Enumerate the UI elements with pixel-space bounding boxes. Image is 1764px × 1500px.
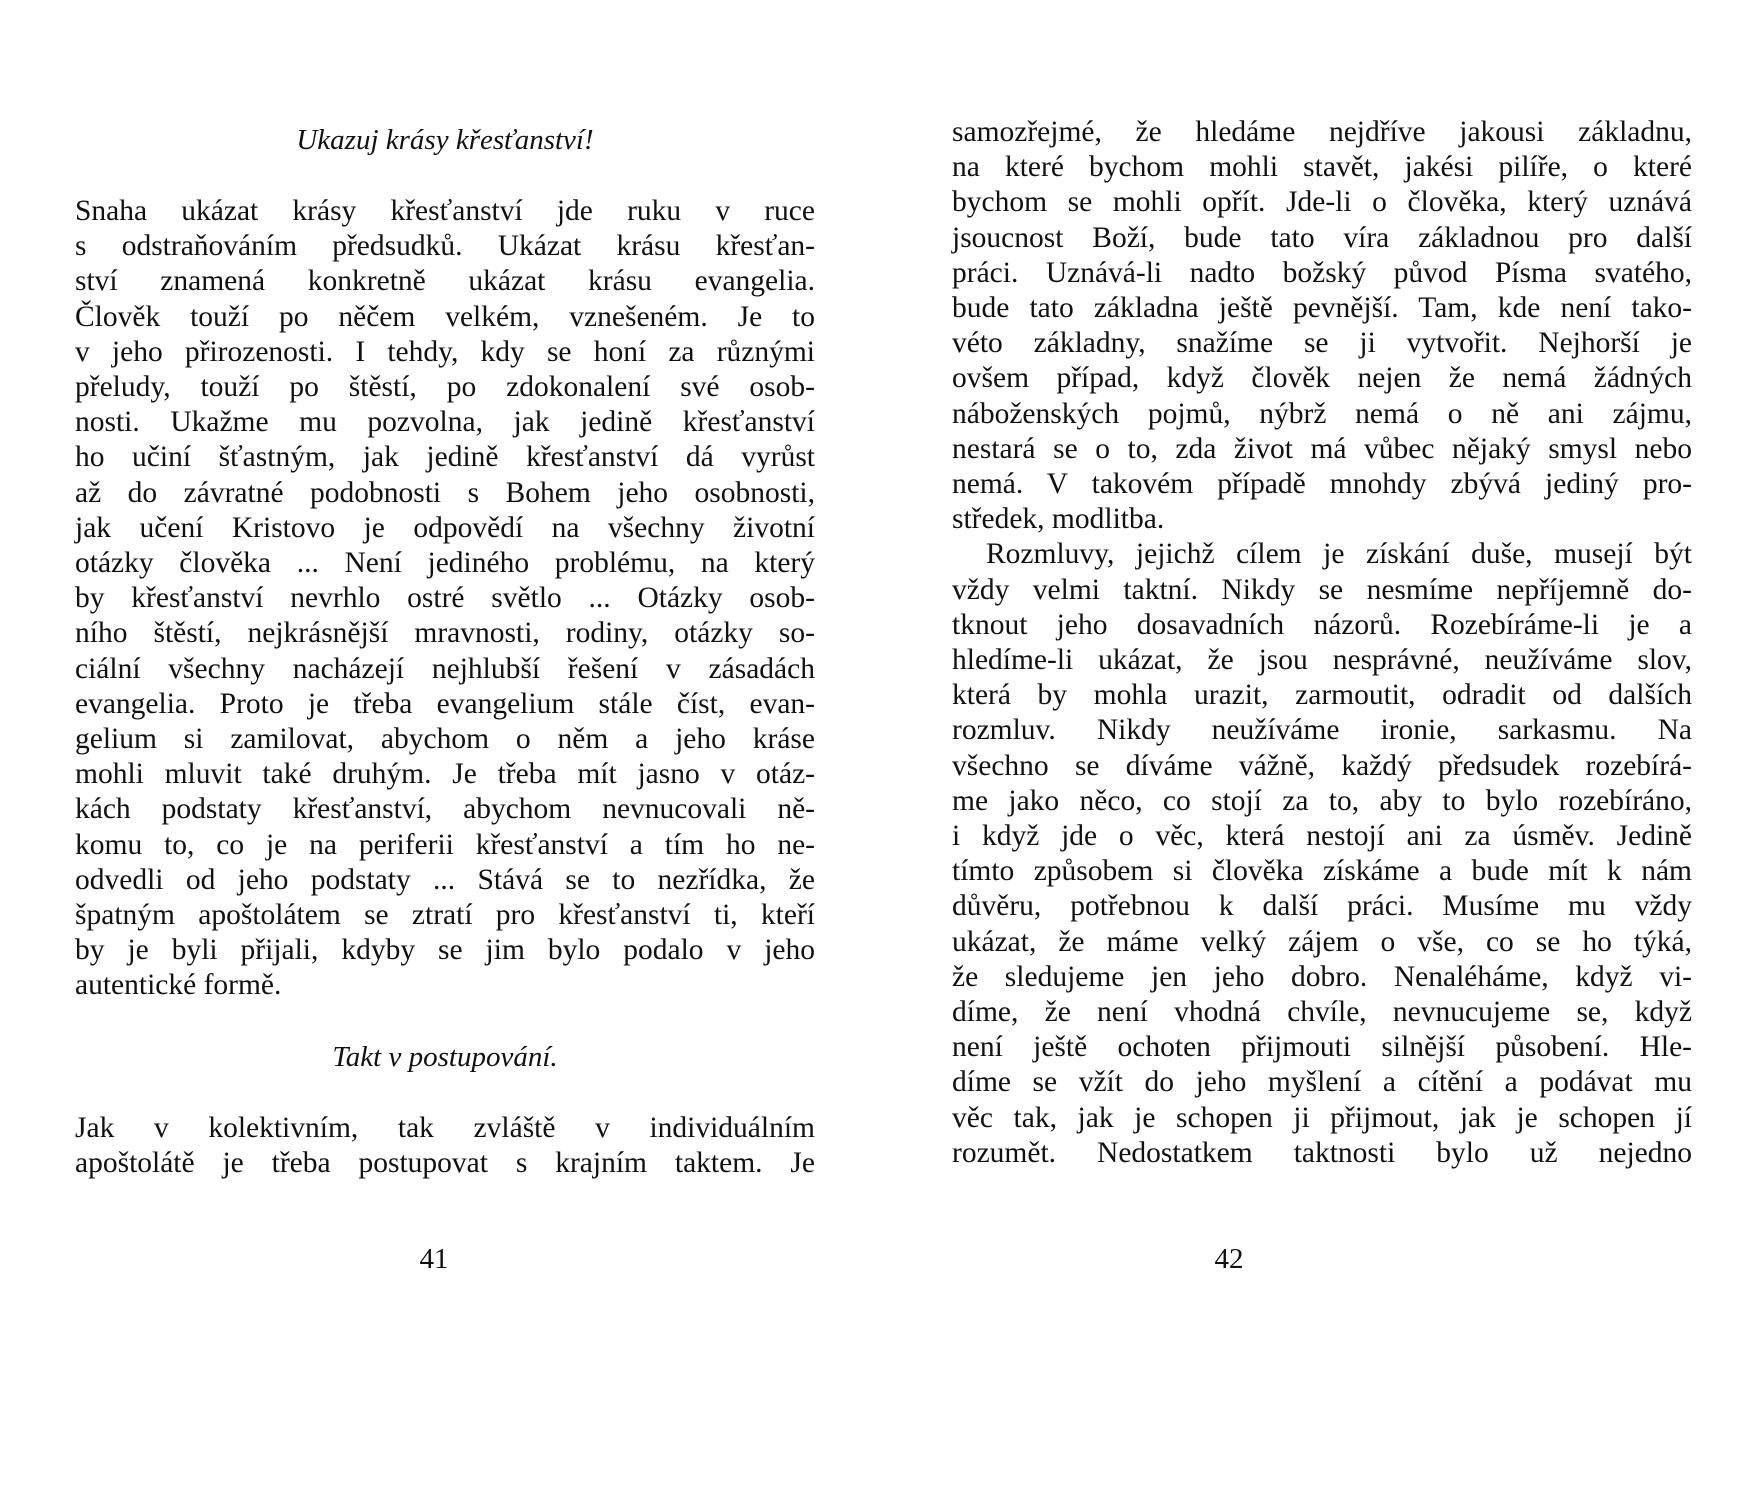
text-line: všechno se díváme vážně, každý předsudek rozebírá-: [952, 749, 1692, 782]
text-line: s odstraňováním předsudků. Ukázat krásu křesťan-: [75, 230, 815, 263]
section-heading-tact: Takt v postupování.: [332, 1040, 558, 1073]
left-text-column: [75, 115, 815, 1181]
text-line: véto základny, snažíme se ji vytvořit. Nejhorší je: [952, 327, 1692, 360]
text-line: že sledujeme jen jeho dobro. Nenaléháme, když vi-: [952, 960, 1692, 993]
text-line: přeludy, touží po štěstí, po zdokonalení své osob-: [75, 371, 815, 404]
section-heading-beauty: Ukazuj krásy křesťanství!: [296, 124, 594, 156]
text-line: v jeho přirozenosti. I tehdy, kdy se honí za různými: [75, 335, 815, 368]
text-line: jsoucnost Boží, bude tato víra základnou pro další: [952, 221, 1692, 254]
text-line: Jak v kolektivním, tak zvláště v individuálním: [75, 1111, 815, 1144]
text-line: autentické formě.: [75, 969, 282, 1002]
right-text-column: [952, 115, 1692, 1171]
text-line: samozřejmé, že hledáme nejdříve jakousi základnu,: [952, 116, 1692, 148]
text-line: práci. Uznává-li nadto božský původ Písma svatého,: [952, 256, 1692, 289]
text-line: díme, že není vhodná chvíle, nevnucujeme se, když: [952, 996, 1692, 1029]
text-line: věc tak, jak je schopen ji přijmout, jak je schopen jí: [952, 1101, 1692, 1134]
text-line: odvedli od jeho podstaty ... Stává se to nezřídka, že: [75, 863, 815, 896]
page-number-left: 41: [419, 1243, 449, 1275]
text-line: Člověk touží po něčem velkém, vznešeném. Je to: [75, 300, 815, 333]
text-line: by křesťanství nevrhlo ostré světlo ... Otázky osob-: [75, 582, 815, 615]
text-line: Snaha ukázat krásy křesťanství jde ruku v ruce: [75, 195, 815, 227]
text-line: nestará se o to, zda život má vůbec nějaký smysl nebo: [952, 432, 1692, 465]
text-line: bude tato základna ještě pevnější. Tam, kde není tako-: [952, 292, 1692, 325]
text-line: ciální všechny nacházejí nejhlubší řešení v zásadách: [75, 652, 815, 685]
text-line: ního štěstí, nejkrásnější mravnosti, rodiny, otázky so-: [75, 617, 815, 650]
text-line: která by mohla urazit, zarmoutit, odradit od dalších: [952, 679, 1692, 712]
text-line: náboženských pojmů, nýbrž nemá o ně ani zájmu,: [952, 397, 1692, 430]
left-paragraph-1: [75, 194, 815, 1004]
text-line: není ještě ochoten přijmouti silnější působení. Hle-: [952, 1031, 1692, 1064]
text-line: až do závratné podobnosti s Bohem jeho osobnosti,: [75, 476, 815, 509]
text-line: rozumět. Nedostatkem taktnosti bylo už nejedno: [952, 1136, 1692, 1169]
text-line: by je byli přijali, kdyby se jim bylo podalo v jeho: [75, 934, 815, 967]
text-line: rozmluv. Nikdy neužíváme ironie, sarkasmu. Na: [952, 714, 1692, 747]
right-page: [882, 0, 1764, 1500]
text-line: i když jde o věc, která nestojí ani za úsměv. Jedině: [952, 820, 1692, 853]
text-line: evangelia. Proto je třeba evangelium stále číst, evan-: [75, 687, 815, 720]
text-line: Rozmluvy, jejichž cílem je získání duše, musejí být: [986, 538, 1692, 571]
text-line: jak učení Kristovo je odpovědí na všechny životní: [75, 511, 815, 544]
text-line: ovšem případ, když člověk nejen že nemá žádných: [952, 362, 1692, 395]
text-line: středek, modlitba.: [952, 503, 1165, 536]
text-line: nosti. Ukažme mu pozvolna, jak jedině křesťanství: [75, 406, 815, 439]
text-line: bychom se mohli opřít. Jde-li o člověka, který uznává: [952, 186, 1692, 219]
text-line: důvěru, potřebnou k další práci. Musíme mu vždy: [952, 890, 1692, 923]
text-line: komu to, co je na periferii křesťanství a tím ho ne-: [75, 828, 815, 861]
text-line: špatným apoštolátem se ztratí pro křesťanství ti, kteří: [75, 899, 815, 932]
right-paragraph-2: [952, 537, 1692, 1171]
left-paragraph-2: [75, 1111, 815, 1181]
text-line: otázky člověka ... Není jediného problému, na který: [75, 547, 815, 580]
text-line: vždy velmi taktní. Nikdy se nesmíme nepříjemně do-: [952, 573, 1692, 606]
text-line: kách podstaty křesťanství, abychom nevnucovali ně-: [75, 793, 815, 826]
text-line: ukázat, že máme velký zájem o vše, co se ho týká,: [952, 925, 1692, 958]
text-line: ství znamená konkretně ukázat krásu evangelia.: [75, 265, 815, 298]
text-line: apoštolátě je třeba postupovat s krajním taktem. Je: [75, 1146, 815, 1179]
text-line: ho učiní šťastným, jak jedině křesťanství dá vyrůst: [75, 441, 815, 474]
right-paragraph-1: [952, 115, 1692, 537]
text-line: na které bychom mohli stavět, jakési pilíře, o které: [952, 151, 1692, 184]
text-line: tknout jeho dosavadních názorů. Rozebíráme-li je a: [952, 608, 1692, 641]
page-number-right: 42: [1214, 1243, 1244, 1275]
text-line: díme se vžít do jeho myšlení a cítění a podávat mu: [952, 1066, 1692, 1099]
text-line: hledíme-li ukázat, že jsou nesprávné, neužíváme slov,: [952, 644, 1692, 677]
text-line: me jako něco, co stojí za to, aby to bylo rozebíráno,: [952, 784, 1692, 817]
text-line: tímto způsobem si člověka získáme a bude mít k nám: [952, 855, 1692, 888]
text-line: mohli mluvit také druhým. Je třeba mít jasno v otáz-: [75, 758, 815, 791]
text-line: gelium si zamilovat, abychom o něm a jeho kráse: [75, 723, 815, 756]
text-line: nemá. V takovém případě mnohdy zbývá jediný pro-: [952, 468, 1692, 501]
